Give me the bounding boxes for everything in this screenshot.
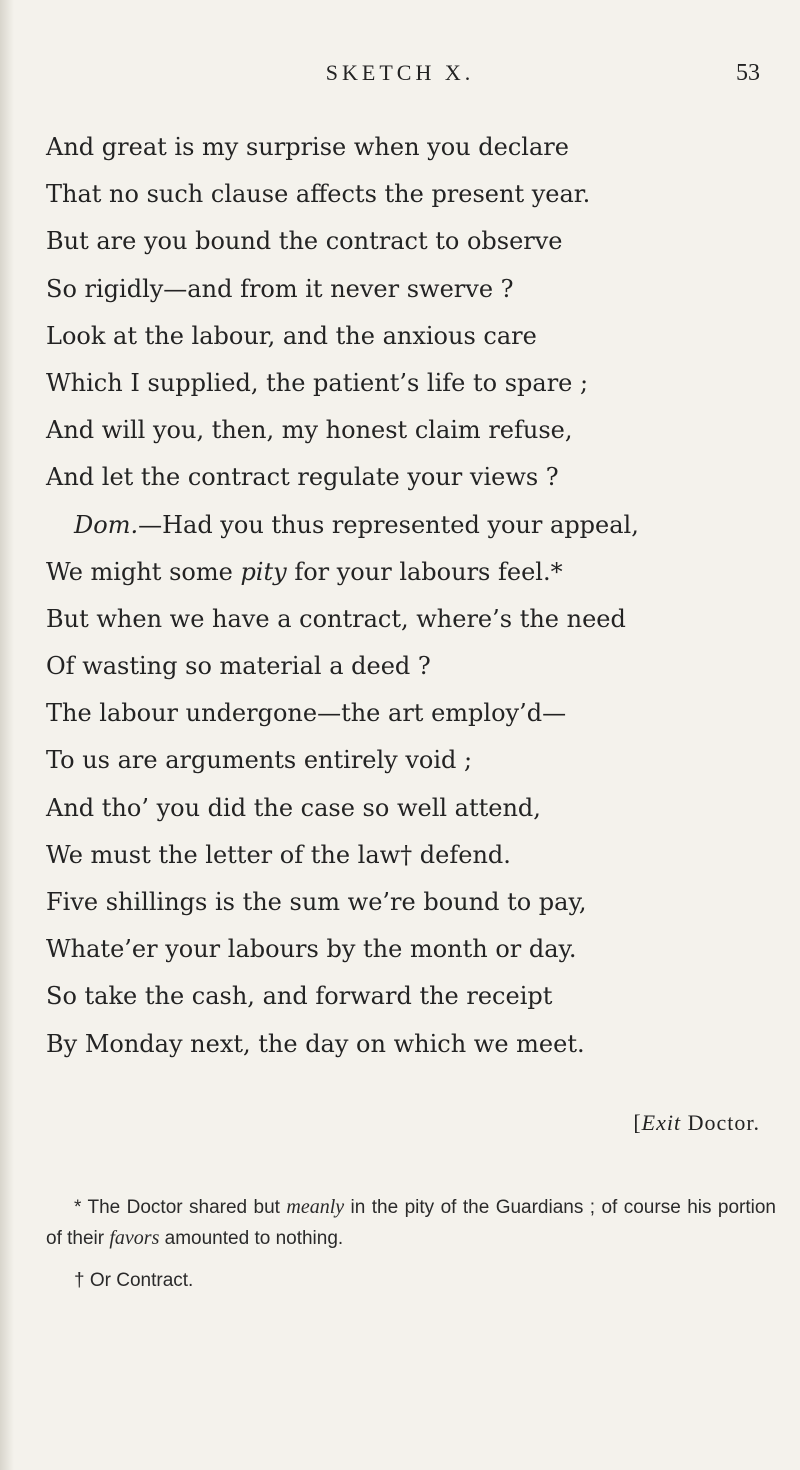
page-number: 53 — [736, 60, 760, 86]
page-gutter — [0, 0, 14, 1470]
stage-bracket: [ — [633, 1110, 642, 1135]
stage-direction — [633, 1110, 760, 1136]
verse-line: To us are arguments entirely void ; — [46, 746, 473, 775]
footnote-text: amounted to nothing. — [159, 1228, 344, 1249]
verse-line: So take the cash, and forward the receipt — [46, 982, 553, 1011]
page-header — [0, 60, 800, 100]
footnote-dagger: † Or Contract. — [74, 1270, 194, 1291]
running-head: SKETCH X. — [325, 60, 475, 85]
footnote-text: in the pity of the Guardians ; of course his portion of their — [46, 1197, 776, 1249]
footnotes — [46, 1192, 776, 1308]
verse-line: Look at the labour, and the anxious care — [46, 321, 537, 350]
verse-line: Whate’er your labours by the month or day. — [46, 935, 577, 964]
stage-exit: Exit — [641, 1110, 682, 1135]
verse-line: The labour undergone—the art employ’d— — [46, 699, 567, 728]
verse-line: And tho’ you did the case so well attend, — [46, 793, 541, 822]
verse-line: Of wasting so material a deed ? — [46, 652, 431, 681]
speaker-line-text: —Had you thus represented your appeal, — [138, 510, 639, 539]
verse-line: And will you, then, my honest claim refuse, — [46, 416, 573, 445]
verse-line: But are you bound the contract to observe — [46, 227, 563, 256]
verse-line: And great is my surprise when you declare — [46, 133, 569, 161]
verse-line-speaker — [46, 502, 786, 549]
verse-block — [46, 124, 786, 1068]
footnote-emphasis: favors — [109, 1227, 160, 1249]
footnote-asterisk — [46, 1192, 776, 1254]
verse-line: By Monday next, the day on which we meet. — [46, 1029, 585, 1058]
verse-text: We might some — [46, 557, 241, 586]
verse-line — [46, 549, 786, 596]
verse-text: for your labours feel.* — [286, 557, 563, 586]
verse-line: But when we have a contract, where’s the need — [46, 604, 626, 633]
verse-line: Five shillings is the sum we’re bound to pay, — [46, 888, 587, 916]
footnote-text: * The Doctor shared but — [74, 1197, 287, 1218]
verse-line: And let the contract regulate your views ? — [46, 463, 559, 492]
footnote-emphasis: meanly — [286, 1196, 345, 1218]
verse-emphasis: pity — [240, 557, 287, 586]
verse-line: That no such clause affects the present year. — [46, 180, 591, 209]
stage-character: Doctor. — [681, 1110, 760, 1135]
verse-line: So rigidly—and from it never swerve ? — [46, 274, 514, 303]
verse-line: Which I supplied, the patient’s life to spare ; — [46, 368, 589, 397]
speaker-name: Dom. — [74, 510, 139, 539]
verse-line: We must the letter of the law† defend. — [46, 840, 511, 869]
